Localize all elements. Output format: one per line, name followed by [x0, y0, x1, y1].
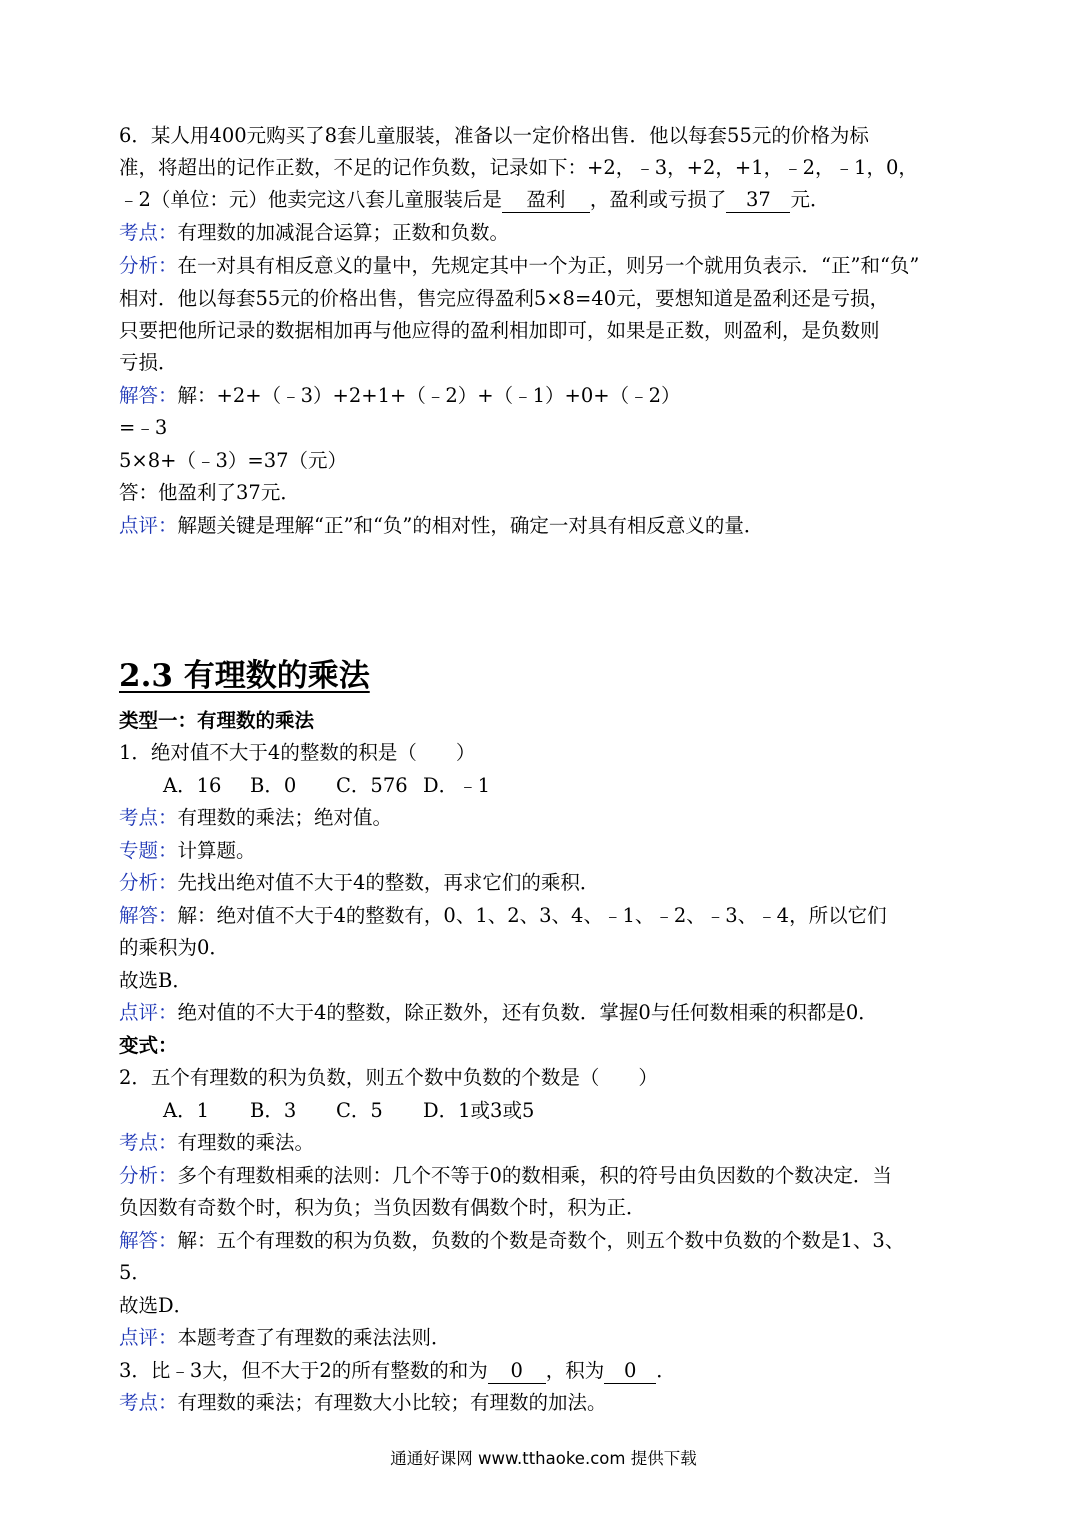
fenxi-label: 分析：	[119, 871, 178, 894]
q6-kaodian-text: 有理数的加减混合运算；正数和负数。	[177, 221, 510, 244]
kaodian-label: 考点：	[119, 1131, 178, 1154]
variant-title: 变式：	[119, 1034, 178, 1057]
q1-fenxi-text: 先找出绝对值不大于4的整数，再求它们的乘积．	[177, 871, 600, 894]
q6-line3-post: 元．	[790, 188, 830, 211]
q2-kaodian-text: 有理数的乘法。	[177, 1131, 315, 1154]
q3-kaodian-text: 有理数的乘法；有理数大小比较；有理数的加法。	[177, 1391, 607, 1414]
jieda-label: 解答：	[119, 1229, 178, 1252]
dianping-label: 点评：	[119, 1001, 178, 1024]
q6-jieda-text-1: 解：+2+（﹣3）+2+1+（﹣2）+（﹣1）+0+（﹣2）	[177, 384, 681, 407]
q6-line1: 6．某人用400元购买了8套儿童服装，准备以一定价格出售．他以每套55元的价格为标	[119, 124, 869, 147]
q3-stem-post: ．	[656, 1359, 676, 1382]
fenxi-label: 分析：	[119, 254, 178, 277]
q2-kaodian	[119, 1130, 979, 1156]
dianping-label: 点评：	[119, 514, 178, 537]
q6-line3-pre: ﹣2（单位：元）他卖完这八套儿童服装后是	[119, 188, 502, 211]
page-footer: 通通好课网 www.tthaoke.com 提供下载	[390, 1449, 697, 1468]
q2-option-d: D．1或3或5	[423, 1099, 535, 1122]
q2-jieda-2: 5．	[119, 1261, 151, 1284]
q2-option-b: B．3	[250, 1099, 297, 1122]
q1-jieda-2: 的乘积为0．	[119, 936, 229, 959]
q6-fenxi-text-1: 在一对具有相反意义的量中，先规定其中一个为正，则另一个就用负表示．“正”和“负”	[177, 254, 920, 277]
q1-jieda-text-1: 解：绝对值不大于4的整数有，0、1、2、3、4、﹣1、﹣2、﹣3、﹣4，所以它们	[177, 904, 887, 927]
q1-option-b: B．0	[250, 774, 297, 797]
zhuanti-label: 专题：	[119, 839, 178, 862]
q1-fenxi	[119, 870, 979, 896]
q6-fenxi-1	[119, 253, 979, 279]
kaodian-label: 考点：	[119, 221, 178, 244]
q2-jieda-text-1: 解：五个有理数的积为负数，负数的个数是奇数个，则五个数中负数的个数是1、3、	[177, 1229, 905, 1252]
q6-answer-blank-2: 37	[726, 188, 790, 213]
q2-option-a: A．1	[163, 1099, 209, 1122]
q6-jieda-2: =﹣3	[119, 416, 168, 439]
q6-dianping	[119, 513, 979, 539]
q1-zhuanti	[119, 838, 979, 864]
fenxi-label: 分析：	[119, 1164, 178, 1187]
q3-stem-mid: ，积为	[545, 1359, 605, 1382]
q6-line2: 准，将超出的记作正数，不足的记作负数，记录如下：+2，﹣3，+2，+1，﹣2，﹣1，0，	[119, 156, 918, 179]
q1-kaodian-text: 有理数的乘法；绝对值。	[177, 806, 393, 829]
q6-kaodian	[119, 220, 979, 246]
q1-kaodian	[119, 805, 979, 831]
kaodian-label: 考点：	[119, 1391, 178, 1414]
dianping-label: 点评：	[119, 1326, 178, 1349]
section-title: 2.3 有理数的乘法	[119, 658, 370, 694]
kaodian-label: 考点：	[119, 806, 178, 829]
q2-fenxi-1	[119, 1163, 979, 1189]
q1-jieda-1	[119, 903, 979, 929]
q6-dianping-text: 解题关键是理解“正”和“负”的相对性，确定一对具有相反意义的量．	[177, 514, 764, 537]
q1-zhuanti-text: 计算题。	[177, 839, 256, 862]
q6-line3-mid: ，盈利或亏损了	[589, 188, 727, 211]
q6-line3	[119, 187, 979, 213]
type1-title: 类型一：有理数的乘法	[119, 709, 315, 732]
q2-dianping-text: 本题考查了有理数的乘法法则．	[177, 1326, 451, 1349]
q1-dianping-text: 绝对值的不大于4的整数，除正数外，还有负数．掌握0与任何数相乘的积都是0．	[177, 1001, 878, 1024]
q2-dianping	[119, 1325, 979, 1351]
q6-fenxi-2: 相对．他以每套55元的价格出售，售完应得盈利5×8=40元，要想知道是盈利还是亏损，	[119, 287, 890, 310]
q2-option-c: C．5	[336, 1099, 383, 1122]
q1-stem: 1．绝对值不大于4的整数的积是（ ）	[119, 741, 476, 764]
q3-answer-blank-2: 0	[604, 1359, 656, 1384]
q2-fenxi-text-1: 多个有理数相乘的法则：几个不等于0的数相乘，积的符号由负因数的个数决定．当	[177, 1164, 892, 1187]
q1-option-c: C．576	[336, 774, 408, 797]
q6-fenxi-4: 亏损．	[119, 351, 178, 374]
q6-jieda-3: 5×8+（﹣3）=37（元）	[119, 449, 348, 472]
q1-option-a: A．16	[163, 774, 222, 797]
jieda-label: 解答：	[119, 904, 178, 927]
q3-answer-blank-1: 0	[488, 1359, 546, 1384]
q1-option-d: D．﹣1	[423, 774, 491, 797]
q3-stem-pre: 3．比﹣3大，但不大于2的所有整数的和为	[119, 1359, 488, 1382]
q3-kaodian	[119, 1390, 979, 1416]
q2-jieda-1	[119, 1228, 979, 1254]
q6-jieda-1	[119, 383, 979, 409]
q1-jieda-3: 故选B．	[119, 969, 192, 992]
q2-fenxi-2: 负因数有奇数个时，积为负；当负因数有偶数个时，积为正．	[119, 1196, 646, 1219]
q2-stem: 2．五个有理数的积为负数，则五个数中负数的个数是（ ）	[119, 1066, 658, 1089]
q3-stem	[119, 1358, 979, 1384]
q1-dianping	[119, 1000, 979, 1026]
q6-answer-blank-1: 盈利	[502, 188, 590, 213]
q2-jieda-3: 故选D．	[119, 1294, 194, 1317]
jieda-label: 解答：	[119, 384, 178, 407]
q6-fenxi-3: 只要把他所记录的数据相加再与他应得的盈利相加即可，如果是正数，则盈利，是负数则	[119, 319, 880, 342]
q6-jieda-4: 答：他盈利了37元．	[119, 481, 300, 504]
